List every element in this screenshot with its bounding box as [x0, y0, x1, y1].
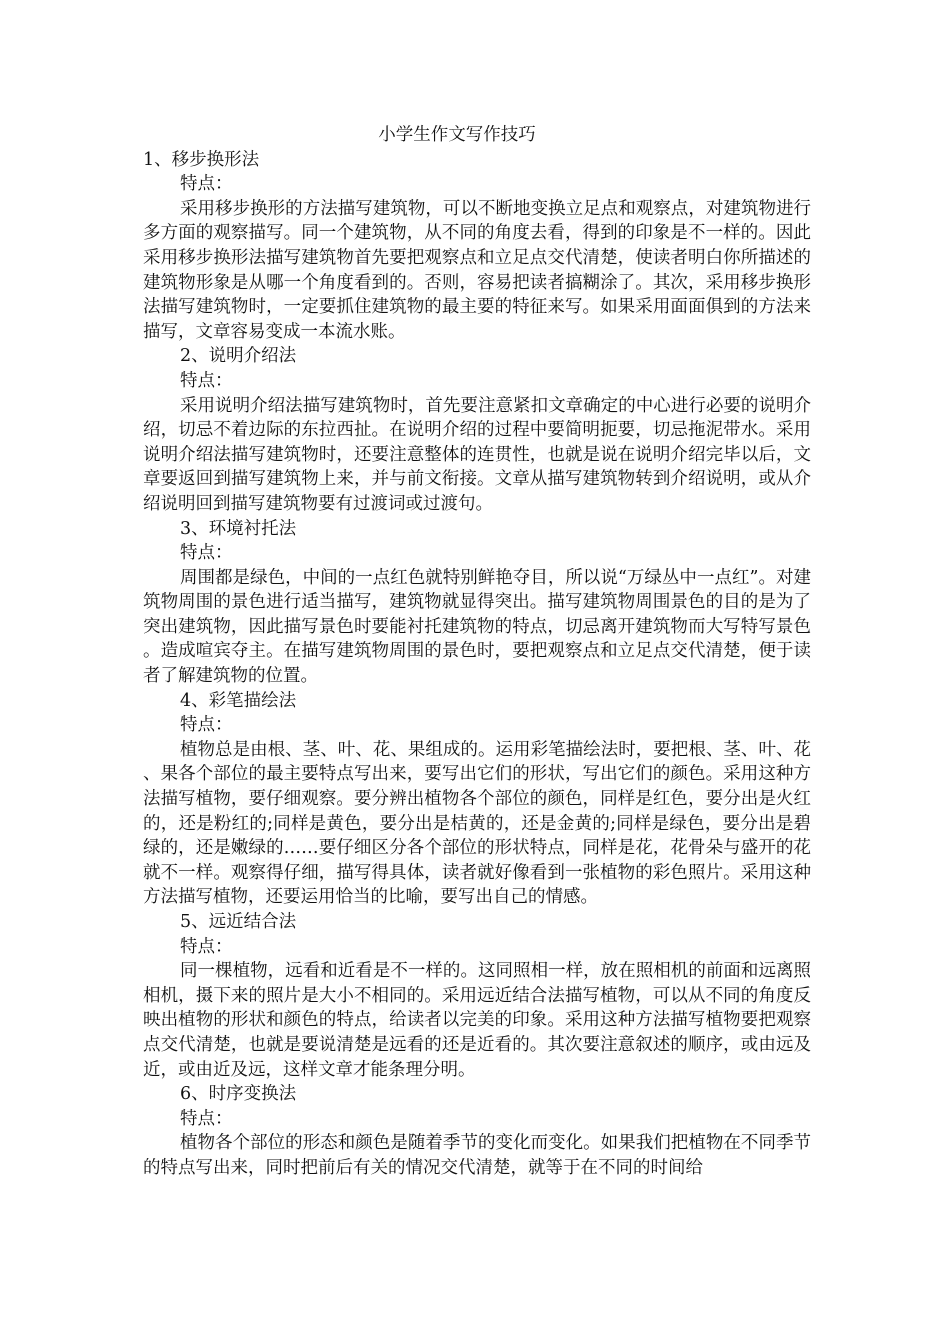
- section-3: [143, 517, 811, 689]
- section-paragraph: 采用移步换形的方法描写建筑物，可以不断地变换立足点和观察点，对建筑物进行多方面的观察描写。同一个建筑物，从不同的角度去看，得到的印象是不一样的。因此采用移步换形法描写建筑物首先要把观察点和立足点交代清楚，使读者明白你所描述的建筑物形象是从哪一个角度看到的。否则，容易把读者搞糊涂了。其次，采用移步换形法描写建筑物时，一定要抓住建筑物的最主要的特征来写。如果采用面面俱到的方法来描写，文章容易变成一本流水账。: [143, 198, 811, 342]
- section-5: [143, 910, 811, 1082]
- section-label: 特点：: [180, 543, 233, 564]
- section-label: 特点：: [180, 936, 233, 957]
- section-label: 特点：: [180, 370, 233, 391]
- section-label: 特点：: [180, 174, 233, 195]
- section-paragraph: 同一棵植物，远看和近看是不一样的。这同照相一样，放在照相机的前面和远离照相机，摄下来的照片是大小不相同的。采用远近结合法描写植物，可以从不同的角度反映出植物的形状和颜色的特点，给读者以完美的印象。采用这种方法描写植物要把观察点交代清楚，也就是要说清楚是远看的还是近看的。其次要注意叙述的顺序，或由远及近，或由近及远，这样文章才能条理分明。: [143, 961, 811, 1080]
- section-heading: 3、环境衬托法: [180, 518, 297, 539]
- section-paragraph: 采用说明介绍法描写建筑物时，首先要注意紧扣文章确定的中心进行必要的说明介绍，切忌不着边际的东拉西扯。在说明介绍的过程中要简明扼要，切忌拖泥带水。采用说明介绍法描写建筑物时，还要注意整体的连贯性，也就是说在说明介绍完毕以后，文章要返回到描写建筑物上来，并与前文衔接。文章从描写建筑物转到介绍说明，或从介绍说明回到描写建筑物要有过渡词或过渡句。: [143, 395, 811, 514]
- section-heading: 2、说明介绍法: [180, 346, 297, 367]
- section-paragraph: 植物各个部位的形态和颜色是随着季节的变化而变化。如果我们把植物在不同季节的特点写出来，同时把前后有关的情况交代清楚，就等于在不同的时间给: [143, 1133, 811, 1178]
- section-label: 特点：: [180, 715, 233, 736]
- section-paragraph: 周围都是绿色，中间的一点红色就特别鲜艳夺目，所以说“万绿丛中一点红”。对建筑物周围的景色进行适当描写，建筑物就显得突出。描写建筑物周围景色的目的是为了突出建筑物，因此描写景色时要能衬托建筑物的特点，切忌离开建筑物而大写特写景色。造成喧宾夺主。在描写建筑物周围的景色时，要把观察点和立足点交代清楚，便于读者了解建筑物的位置。: [143, 567, 811, 687]
- section-1: [143, 148, 811, 345]
- document-page: [143, 123, 811, 1181]
- section-2: [143, 344, 811, 516]
- section-heading: 5、远近结合法: [180, 912, 297, 932]
- section-heading: 1、移步换形法: [143, 149, 260, 170]
- section-6: [143, 1082, 811, 1180]
- section-label: 特点：: [180, 1108, 233, 1129]
- section-heading: 6、时序变换法: [180, 1084, 297, 1105]
- page-title: 小学生作文写作技巧: [378, 125, 536, 145]
- section-paragraph: 植物总是由根、茎、叶、花、果组成的。运用彩笔描绘法时，要把根、茎、叶、花、果各个部位的最主要特点写出来，要写出它们的形状，写出它们的颜色。采用这种方法描写植物，要仔细观察。要分辨出植物各个部位的颜色，同样是红色，要分出是火红的，还是粉红的;同样是黄色，要分出是桔黄的，还是金黄的;同样是绿色，要分出是碧绿的，还是嫩绿的……要仔细区分各个部位的形状特点，同样是花，花骨朵与盛开的花就不一样。观察得仔细，描写得具体，读者就好像看到一张植物的彩色照片。采用这种方法描写植物，还要运用恰当的比喻，要写出自己的情感。: [143, 739, 811, 908]
- section-4: [143, 689, 811, 910]
- section-heading: 4、彩笔描绘法: [180, 690, 297, 711]
